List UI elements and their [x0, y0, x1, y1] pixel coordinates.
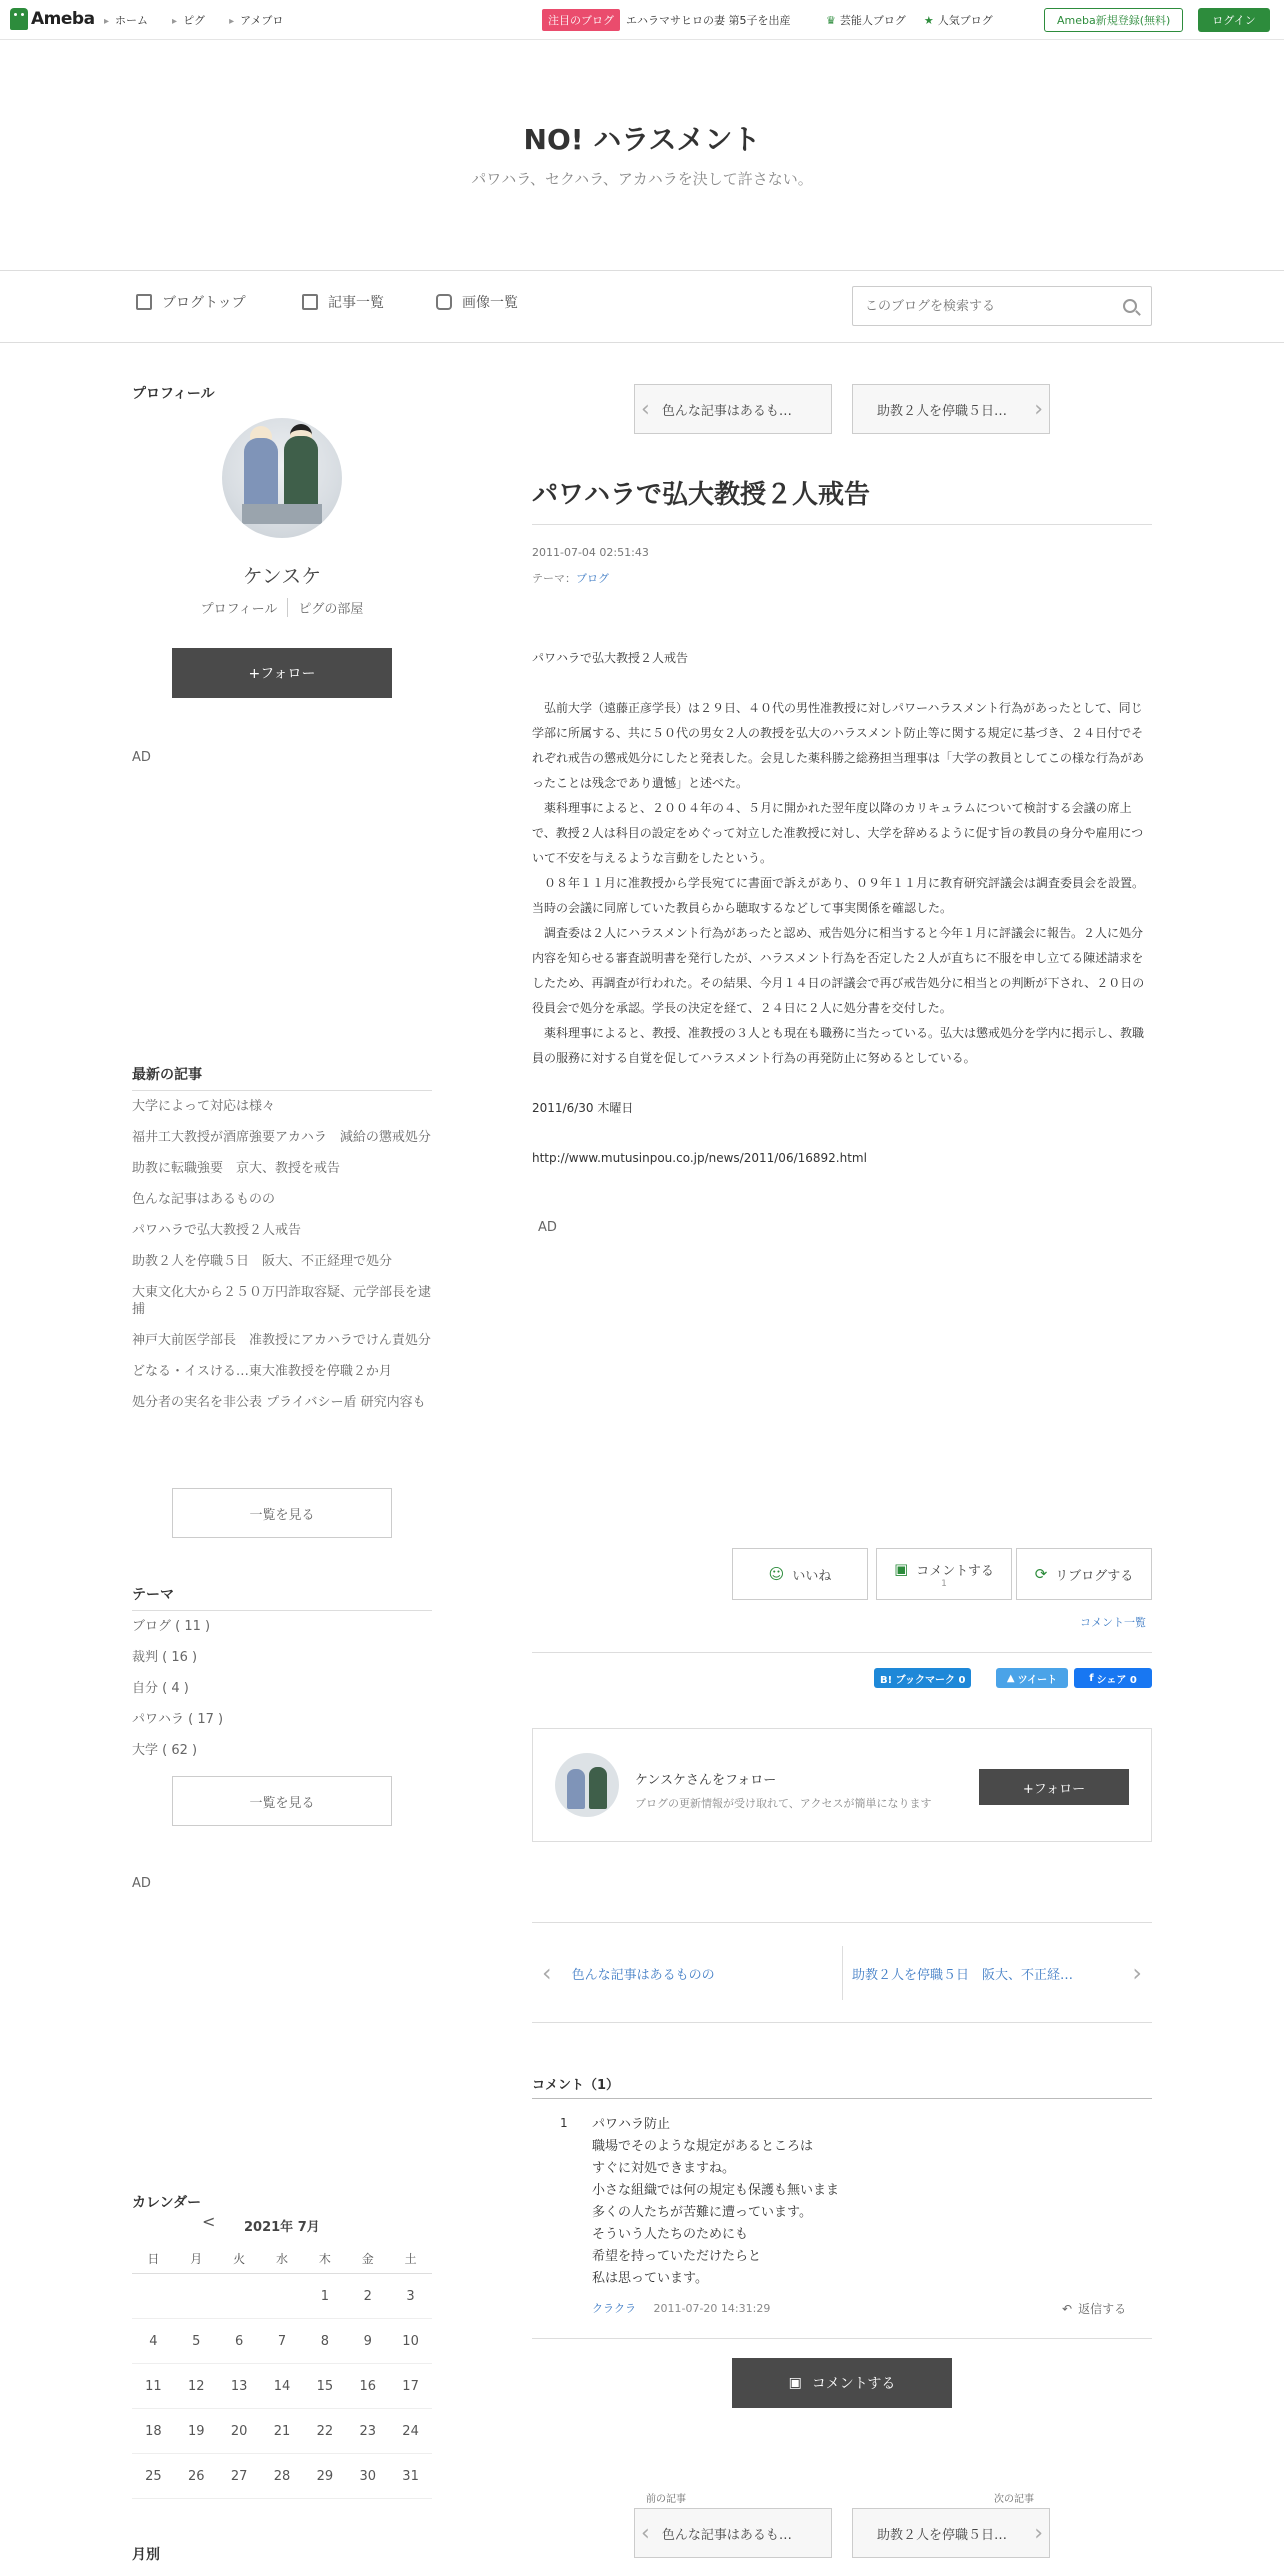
- divider: [532, 1922, 1152, 1923]
- prev-entry-button-bottom[interactable]: ‹ 色んな記事はあるも…: [634, 2508, 832, 2558]
- theme-see-all-button[interactable]: 一覧を見る: [172, 1776, 392, 1826]
- divider: [132, 1090, 432, 1091]
- reply-button[interactable]: ↶ 返信する: [1062, 2302, 1127, 2316]
- comment-number: 1: [560, 2116, 568, 2130]
- search-icon[interactable]: [1123, 299, 1137, 313]
- celeb-blog-link[interactable]: ♛ 芸能人ブログ: [826, 14, 906, 27]
- blog-search: [852, 286, 1152, 326]
- divider: [532, 2338, 1152, 2339]
- recent-item[interactable]: 助教２人を停職５日 阪大、不正経理で処分: [132, 1254, 393, 1269]
- body-spacer: [532, 1121, 1152, 1146]
- body-spacer: [532, 671, 1152, 696]
- recent-item[interactable]: 福井工大教授が酒席強要アカハラ 減給の懲戒処分: [132, 1130, 431, 1145]
- divider: [0, 270, 1284, 271]
- theme-item[interactable]: 裁判 ( 16 ): [132, 1650, 198, 1665]
- comment-author[interactable]: クラクラ: [592, 2302, 636, 2315]
- global-nav: [104, 12, 283, 28]
- calendar-week: 18 19 20 21 22 23 24: [132, 2409, 432, 2454]
- chevron-left-icon: ‹: [641, 396, 650, 422]
- recent-item[interactable]: 色んな記事はあるものの: [132, 1192, 276, 1207]
- crown-icon: ♛: [826, 14, 836, 27]
- reblog-icon: ⟳: [1034, 1565, 1048, 1583]
- next-entry-button[interactable]: 助教２人を停職５日… ›: [852, 384, 1050, 434]
- recent-item[interactable]: 神戸大前医学部長 准教授にアカハラでけん責処分: [132, 1333, 431, 1348]
- comment-action-button[interactable]: ▣ コメントする 1: [876, 1548, 1012, 1600]
- body-line: パワハラで弘大教授２人戒告: [532, 651, 689, 665]
- follow-card-description: ブログの更新情報が受け取れて、アクセスが簡単になります: [635, 1797, 932, 1810]
- blog-top-link[interactable]: ブログトップ: [136, 292, 246, 312]
- divider: [132, 1610, 432, 1611]
- entry-body: [532, 646, 1152, 1171]
- body-paragraph: 薬科理事によると、教授、准教授の３人とも現在も職務に当たっている。弘大は懲戒処分を学内に掲示し、教職員の服務に対する自覚を促してハラスメント行為の再発防止に努めるとしている。: [532, 1026, 1145, 1065]
- featured-text[interactable]: エハラマサヒロの妻 第5子を出産: [626, 14, 791, 27]
- avatar[interactable]: [222, 418, 342, 538]
- comment-icon: ▣: [894, 1560, 909, 1578]
- pig-room-link[interactable]: ピグの部屋: [287, 598, 363, 617]
- entry-theme: テーマ：ブログ: [532, 572, 609, 585]
- source-link[interactable]: http://www.mutusinpou.co.jp/news/2011/06/16892.html: [532, 1151, 867, 1165]
- twitter-icon: ▲: [1006, 1672, 1015, 1684]
- hatena-bookmark-button[interactable]: B! ブックマーク 0: [874, 1668, 971, 1688]
- calendar-week: 4 5 6 7 8 9 10: [132, 2319, 432, 2364]
- featured-blog[interactable]: [542, 9, 791, 31]
- smile-icon: ☺: [768, 1565, 785, 1583]
- next-entry-link[interactable]: 助教２人を停職５日 阪大、不正経… ›: [852, 1959, 1142, 1987]
- comment-list-link[interactable]: コメント一覧: [1080, 1616, 1146, 1629]
- nav-ameblo[interactable]: ▸ アメブロ: [229, 12, 283, 28]
- profile-link[interactable]: プロフィール: [200, 602, 278, 617]
- featured-badge: 注目のブログ: [542, 9, 620, 31]
- ad-label: AD: [132, 750, 151, 765]
- follow-button[interactable]: +フォロー: [172, 648, 392, 698]
- brand-name: Ameba: [31, 9, 95, 29]
- prev-entry-label: 前の記事: [646, 2494, 686, 2505]
- facebook-share-button[interactable]: f シェア 0: [1074, 1668, 1152, 1688]
- calendar-weekdays: 日 月 火 水 木 金 土: [132, 2244, 432, 2274]
- ameba-mascot-icon: [10, 8, 28, 30]
- recent-item[interactable]: 大東文化大から２５０万円詐取容疑、元学部長を逮捕: [132, 1285, 432, 1317]
- avatar[interactable]: [555, 1753, 619, 1817]
- divider: [532, 524, 1152, 525]
- image-list-link[interactable]: 画像一覧: [436, 292, 518, 312]
- recent-item[interactable]: 処分者の実名を非公表 プライバシー盾 研究内容も: [132, 1395, 426, 1410]
- calendar: [132, 2244, 432, 2499]
- calendar-week: 1 2 3: [132, 2274, 432, 2319]
- recent-item[interactable]: 大学によって対応は様々: [132, 1099, 276, 1114]
- calendar-week: 11 12 13 14 15 16 17: [132, 2364, 432, 2409]
- search-input[interactable]: [865, 299, 1105, 314]
- chevron-right-icon: ›: [1034, 2520, 1043, 2546]
- login-button[interactable]: ログイン: [1198, 8, 1270, 32]
- entry-datetime: 2011-07-04 02:51:43: [532, 546, 649, 559]
- blog-title[interactable]: NO! ハラスメント: [523, 123, 761, 156]
- next-entry-button-bottom[interactable]: 助教２人を停職５日… ›: [852, 2508, 1050, 2558]
- body-paragraph: 薬科理事によると、２００４年の４、５月に開かれた翌年度以降のカリキュラムについて検討する会議の席上で、教授２人は科目の設定をめぐって対立した准教授に対し、大学を辞めるように促す旨の教員の身分や雇用について不安を与えるような言動をしたという。: [532, 801, 1144, 865]
- follow-card-name: ケンスケさんをフォロー: [635, 1773, 777, 1788]
- calendar-heading: カレンダー: [132, 2195, 202, 2211]
- theme-item[interactable]: 大学 ( 62 ): [132, 1743, 198, 1758]
- ad-label: AD: [538, 1220, 557, 1235]
- theme-item[interactable]: 自分 ( 4 ): [132, 1681, 189, 1696]
- recent-see-all-button[interactable]: 一覧を見る: [172, 1488, 392, 1538]
- monthly-heading: 月別: [132, 2547, 160, 2563]
- recent-list: [132, 1098, 432, 1425]
- chevron-left-icon: ‹: [641, 2520, 650, 2546]
- divider: [532, 1652, 1152, 1653]
- calendar-month: 2021年 7月: [244, 2220, 320, 2235]
- calendar-prev-button[interactable]: <: [202, 2212, 216, 2231]
- star-icon: ★: [923, 14, 934, 27]
- comment-date: 2011-07-20 14:31:29: [653, 2302, 771, 2315]
- register-button[interactable]: Ameba新規登録(無料): [1044, 8, 1183, 32]
- follow-card: [532, 1728, 1152, 1842]
- nav-pigg[interactable]: ▸ ピグ: [172, 12, 205, 28]
- divider: [532, 2098, 1152, 2099]
- reblog-button[interactable]: ⟳ リブログする: [1016, 1548, 1152, 1600]
- body-spacer: [532, 1071, 1152, 1096]
- reply-icon: ↶: [1062, 2302, 1073, 2316]
- recent-item[interactable]: どなる・イスける…東大准教授を停職２か月: [132, 1364, 392, 1379]
- comment-meta: [592, 2300, 770, 2316]
- comment-body: パワハラ防止 職場でそのような規定があるところは すぐに対処できますね。 小さな組織では何の規定も保護も無いまま 多くの人たちが苦難に遭っています。 そういう人たちのためにも 希望を持っていただけたらと 私は思っています。: [592, 2117, 840, 2286]
- theme-item[interactable]: ブログ ( 11 ): [132, 1619, 211, 1634]
- blog-description: パワハラ、セクハラ、アカハラを決して許さない。: [471, 170, 813, 188]
- comment-count: 1: [941, 1578, 947, 1589]
- theme-list: [132, 1618, 432, 1773]
- copy-icon: [302, 294, 318, 310]
- global-header: [0, 0, 1284, 40]
- comment-icon: ▣: [788, 2375, 802, 2391]
- prev-entry-button[interactable]: ‹ 色んな記事はあるも…: [634, 384, 832, 434]
- chevron-left-icon: ‹: [542, 1959, 552, 1987]
- chevron-right-icon: ›: [1132, 1959, 1142, 1987]
- chevron-right-icon: ›: [1034, 396, 1043, 422]
- comments-heading: コメント（1）: [532, 2078, 620, 2093]
- tweet-button[interactable]: ▲ ツイート: [996, 1668, 1068, 1688]
- divider: [0, 342, 1284, 343]
- entry-theme-link[interactable]: ブログ: [576, 572, 609, 585]
- document-icon: [136, 294, 152, 310]
- divider: [842, 1946, 843, 2000]
- calendar-week: 25 26 27 28 29 30 31: [132, 2454, 432, 2499]
- prev-entry-link[interactable]: ‹ 色んな記事はあるものの: [542, 1959, 715, 1987]
- body-date: 2011/6/30 木曜日: [532, 1101, 634, 1115]
- entry-title[interactable]: パワハラで弘大教授２人戒告: [532, 480, 871, 510]
- follow-card-button[interactable]: +フォロー: [979, 1769, 1129, 1805]
- divider: [532, 2022, 1152, 2023]
- body-paragraph: 弘前大学（遠藤正彦学長）は２９日、４０代の男性准教授に対しパワーハラスメント行為があったとして、同じ学部に所属する、共に５０代の男女２人の教授を弘大のハラスメント防止等に関する規定に基づき、２４日付でそれぞれ戒告の懲戒処分にしたと発表した。会見した薬科勝之総務担当理事は「大学の教員としてこの様な行為があったことは残念であり遺憾」と述べた。: [532, 701, 1145, 790]
- ranking-links: [826, 12, 993, 28]
- nickname[interactable]: ケンスケ: [242, 564, 322, 588]
- theme-heading: テーマ: [132, 1587, 174, 1603]
- ameba-logo[interactable]: [10, 8, 95, 30]
- entry-list-link[interactable]: 記事一覧: [302, 292, 384, 312]
- nav-home[interactable]: ▸ ホーム: [104, 12, 148, 28]
- body-paragraph: ０８年１１月に准教授から学長宛てに書面で訴えがあり、０９年１１月に教育研究評議会は調査委員会を設置。当時の会議に同席していた教員らから聴取するなどして事実関係を確認した。: [532, 876, 1145, 915]
- body-paragraph: 調査委は２人にハラスメント行為があったと認め、戒告処分に相当すると今年１月に評議会に報告。２人に処分内容を知らせる審査説明書を発行したが、ハラスメント行為を否定した２人が直ちに不服を申し立てる陳述請求をしたため、再調査が行われた。その結果、今月１４日の評議会で再び戒告処分に相当との判断が下され、２０日の役員会で処分を承認。学長の決定を経て、２４日に２人に処分書を交付した。: [532, 926, 1145, 1015]
- post-comment-button[interactable]: ▣ コメントする: [732, 2358, 952, 2408]
- facebook-icon: f: [1089, 1672, 1094, 1684]
- recent-heading: 最新の記事: [132, 1067, 202, 1083]
- like-button[interactable]: ☺ いいね: [732, 1548, 868, 1600]
- profile-links: [132, 598, 432, 617]
- recent-item[interactable]: 助教に転職強要 京大、教授を戒告: [132, 1161, 341, 1176]
- ad-label: AD: [132, 1876, 151, 1891]
- next-entry-label: 次の記事: [994, 2494, 1034, 2505]
- recent-item[interactable]: パワハラで弘大教授２人戒告: [132, 1223, 302, 1238]
- popular-blog-link[interactable]: ★ 人気ブログ: [923, 14, 993, 27]
- profile-heading: プロフィール: [132, 386, 215, 402]
- camera-icon: [436, 294, 452, 310]
- theme-item[interactable]: パワハラ ( 17 ): [132, 1712, 224, 1727]
